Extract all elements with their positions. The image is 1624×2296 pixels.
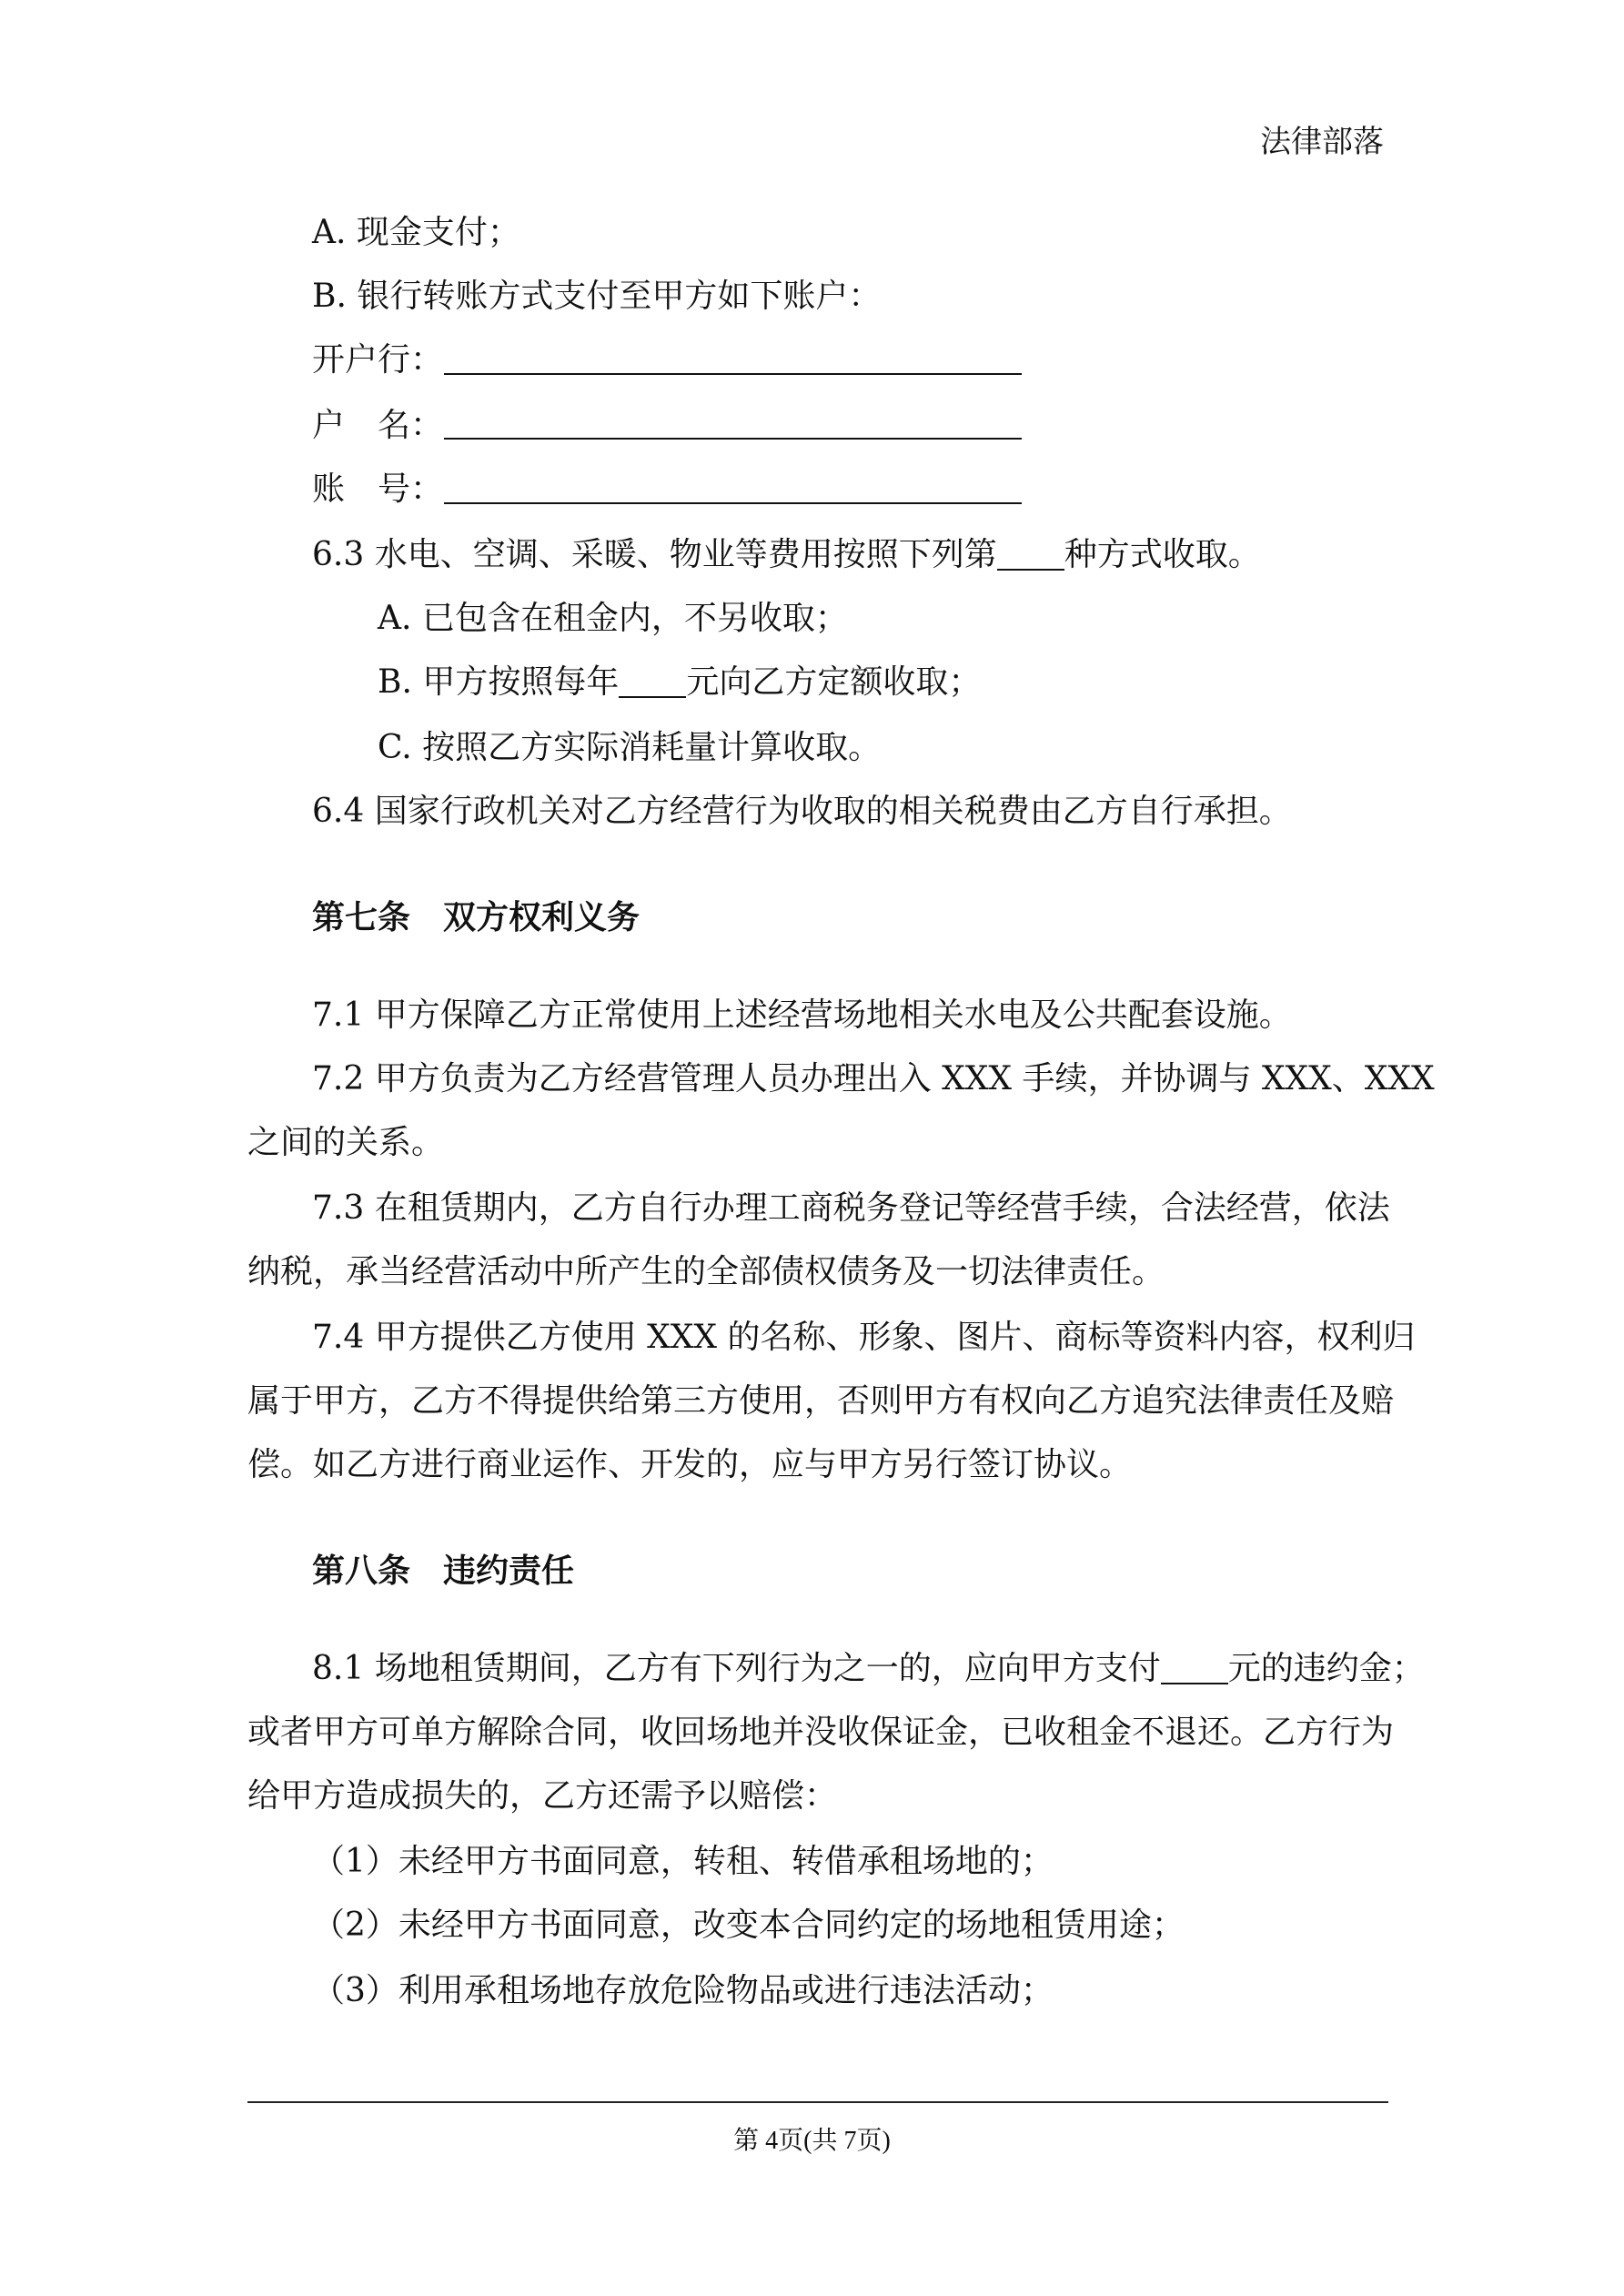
clause-6-3-c: C. 按照乙方实际消耗量计算收取。 bbox=[378, 729, 882, 766]
clause-6-3-b-blank bbox=[619, 663, 686, 698]
account-name-blank bbox=[444, 438, 1022, 440]
violation-item-3: （3）利用承租场地存放危险物品或进行违法活动； bbox=[312, 1972, 1054, 2009]
clause-8-1-line1 bbox=[312, 1647, 1425, 1691]
clause-7-3-line2: 纳税，承当经营活动中所产生的全部债权债务及一切法律责任。 bbox=[247, 1253, 1165, 1290]
clause-6-3-b-pre: B. 甲方按照每年 bbox=[378, 663, 620, 701]
clause-7-4-line1: 7.4 甲方提供乙方使用 XXX 的名称、形象、图片、商标等资料内容，权利归 bbox=[312, 1319, 1416, 1356]
page-number: 第 4页(共 7页) bbox=[733, 2127, 891, 2155]
section-8-heading: 第八条 违约责任 bbox=[312, 1553, 575, 1590]
clause-8-1-blank bbox=[1161, 1650, 1228, 1684]
clause-6-3-b-post: 元向乙方定额收取； bbox=[686, 663, 982, 701]
clause-6-3 bbox=[312, 533, 1261, 577]
clause-8-1-line3: 给甲方造成损失的，乙方还需予以赔偿： bbox=[247, 1777, 838, 1815]
clause-7-1: 7.1 甲方保障乙方正常使用上述经营场地相关水电及公共配套设施。 bbox=[312, 996, 1292, 1034]
bank-blank bbox=[444, 373, 1022, 375]
clause-7-2-line1: 7.2 甲方负责为乙方经营管理人员办理出入 XXX 手续，并协调与 XXX、XXX bbox=[312, 1060, 1435, 1097]
clause-6-3-text-post: 种方式收取。 bbox=[1064, 536, 1261, 573]
clause-7-4-line3: 偿。如乙方进行商业运作、开发的，应与甲方另行签订协议。 bbox=[247, 1446, 1133, 1483]
clause-7-4-line2: 属于甲方，乙方不得提供给第三方使用，否则甲方有权向乙方追究法律责任及赔 bbox=[247, 1382, 1395, 1420]
clause-6-3-a: A. 已包含在租金内，不另收取； bbox=[378, 600, 848, 637]
bank-label: 开户行： bbox=[312, 341, 444, 379]
footer-divider bbox=[247, 2101, 1388, 2103]
account-name-label: 户 名： bbox=[312, 407, 444, 444]
account-number-label: 账 号： bbox=[312, 470, 444, 508]
violation-item-2: （2）未经甲方书面同意，改变本合同约定的场地租赁用途； bbox=[312, 1907, 1185, 1944]
payment-option-b: B. 银行转账方式支付至甲方如下账户： bbox=[312, 278, 882, 315]
violation-item-1: （1）未经甲方书面同意，转租、转借承租场地的； bbox=[312, 1843, 1054, 1880]
clause-6-3-b bbox=[378, 661, 981, 704]
clause-7-3-line1: 7.3 在租赁期内，乙方自行办理工商税务登记等经营手续，合法经营，依法 bbox=[312, 1189, 1390, 1227]
payment-option-a: A. 现金支付； bbox=[312, 214, 520, 251]
clause-8-1-post: 元的违约金； bbox=[1227, 1650, 1425, 1687]
clause-6-3-blank bbox=[997, 536, 1064, 571]
clause-6-4: 6.4 国家行政机关对乙方经营行为收取的相关税费由乙方自行承担。 bbox=[312, 793, 1292, 830]
clause-7-2-line2: 之间的关系。 bbox=[247, 1124, 445, 1161]
clause-6-3-text-pre: 6.3 水电、空调、采暖、物业等费用按照下列第 bbox=[312, 536, 997, 573]
section-7-heading: 第七条 双方权利义务 bbox=[312, 899, 641, 936]
account-number-blank bbox=[444, 502, 1022, 504]
clause-8-1-line2: 或者甲方可单方解除合同，收回场地并没收保证金，已收租金不退还。乙方行为 bbox=[247, 1714, 1395, 1751]
clause-8-1-pre: 8.1 场地租赁期间，乙方有下列行为之一的，应向甲方支付 bbox=[312, 1650, 1161, 1687]
header-brand: 法律部落 bbox=[1260, 124, 1384, 160]
